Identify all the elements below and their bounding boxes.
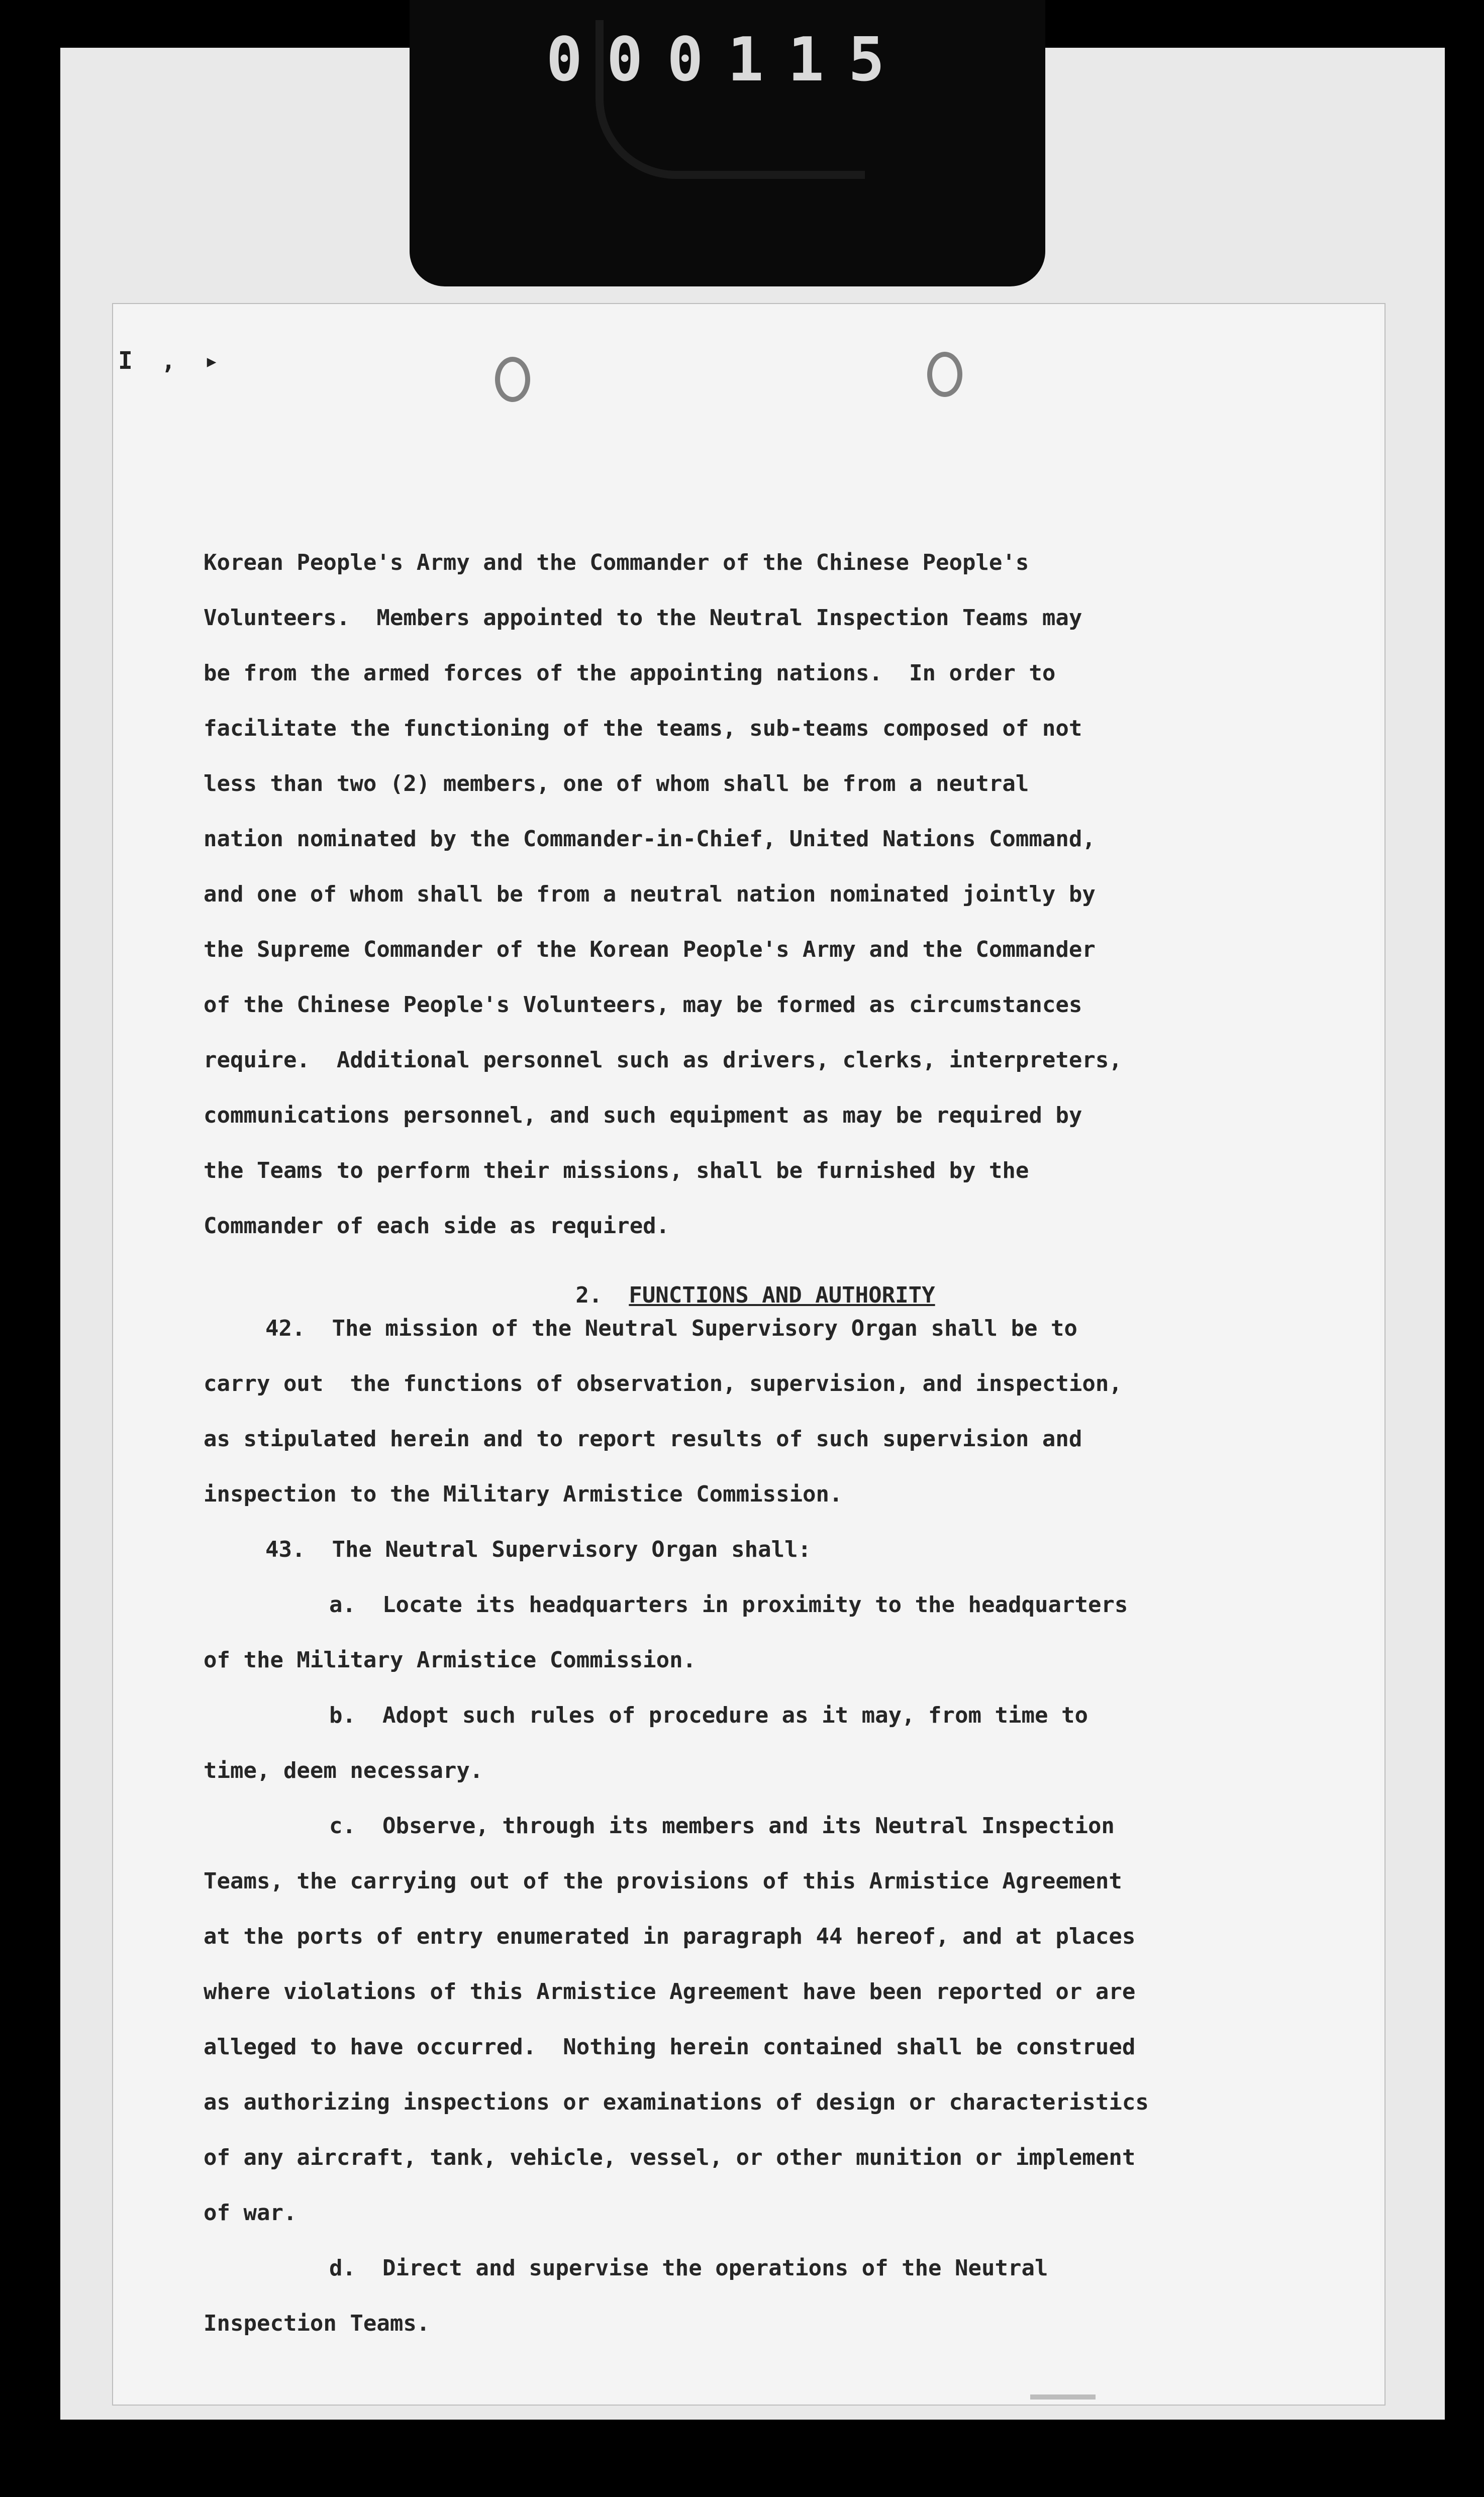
body-line: nation nominated by the Commander-in-Chief, United Nations Command, — [204, 826, 1096, 852]
para-42-line: 42. The mission of the Neutral Supervisory Organ shall be to — [265, 1316, 1077, 1341]
body-line: the Supreme Commander of the Korean People's Army and the Commander — [204, 937, 1096, 962]
binder-clip — [410, 0, 1045, 286]
item-c-line: c. Observe, through its members and its Neutral Inspection — [329, 1813, 1115, 1839]
body-line: less than two (2) members, one of whom shall be from a neutral — [204, 771, 1029, 796]
item-b-line: time, deem necessary. — [204, 1758, 483, 1783]
punch-hole-left — [495, 357, 530, 402]
item-c-line: of war. — [204, 2200, 297, 2226]
corner-mark: I , ▸ — [118, 347, 226, 375]
body-line: be from the armed forces of the appointing nations. In order to — [204, 660, 1056, 686]
body-line: and one of whom shall be from a neutral nation nominated jointly by — [204, 881, 1096, 907]
heading-number: 2. — [575, 1282, 603, 1308]
para-42-line: as stipulated herein and to report results of such supervision and — [204, 1426, 1082, 1452]
item-c-line: as authorizing inspections or examinations of design or characteristics — [204, 2089, 1149, 2115]
heading-title: FUNCTIONS AND AUTHORITY — [629, 1282, 935, 1308]
item-c-line: at the ports of entry enumerated in paragraph 44 hereof, and at places — [204, 1924, 1136, 1949]
body-line: Volunteers. Members appointed to the Neutral Inspection Teams may — [204, 605, 1082, 631]
item-b-line: b. Adopt such rules of procedure as it may, from time to — [329, 1703, 1088, 1728]
footer-smudge — [1030, 2394, 1096, 2400]
item-c-line: of any aircraft, tank, vehicle, vessel, or other munition or implement — [204, 2145, 1136, 2170]
body-line: communications personnel, and such equipment as may be required by — [204, 1103, 1082, 1128]
item-a-line: of the Military Armistice Commission. — [204, 1647, 697, 1673]
body-line: of the Chinese People's Volunteers, may be formed as circumstances — [204, 992, 1082, 1018]
body-line: Commander of each side as required. — [204, 1213, 670, 1239]
para-42-line: inspection to the Military Armistice Commission. — [204, 1481, 843, 1507]
item-d-line: Inspection Teams. — [204, 2311, 430, 2336]
punch-hole-right — [927, 352, 962, 397]
item-a-line: a. Locate its headquarters in proximity to the headquarters — [329, 1592, 1128, 1618]
item-c-line: Teams, the carrying out of the provisions of this Armistice Agreement — [204, 1868, 1122, 1894]
body-line: the Teams to perform their missions, shall be furnished by the — [204, 1158, 1029, 1183]
item-c-line: alleged to have occurred. Nothing herein contained shall be construed — [204, 2034, 1136, 2060]
frame-number: 000115 — [546, 25, 909, 95]
body-line: Korean People's Army and the Commander of the Chinese People's — [204, 550, 1029, 575]
body-line: facilitate the functioning of the teams, sub-teams composed of not — [204, 716, 1082, 741]
item-d-line: d. Direct and supervise the operations of the Neutral — [329, 2255, 1048, 2281]
item-c-line: where violations of this Armistice Agreement have been reported or are — [204, 1979, 1136, 2005]
para-42-line: carry out the functions of observation, supervision, and inspection, — [204, 1371, 1122, 1396]
body-line: require. Additional personnel such as drivers, clerks, interpreters, — [204, 1047, 1122, 1073]
para-43-intro: 43. The Neutral Supervisory Organ shall: — [265, 1537, 812, 1562]
section-heading — [0, 1262, 1484, 1307]
